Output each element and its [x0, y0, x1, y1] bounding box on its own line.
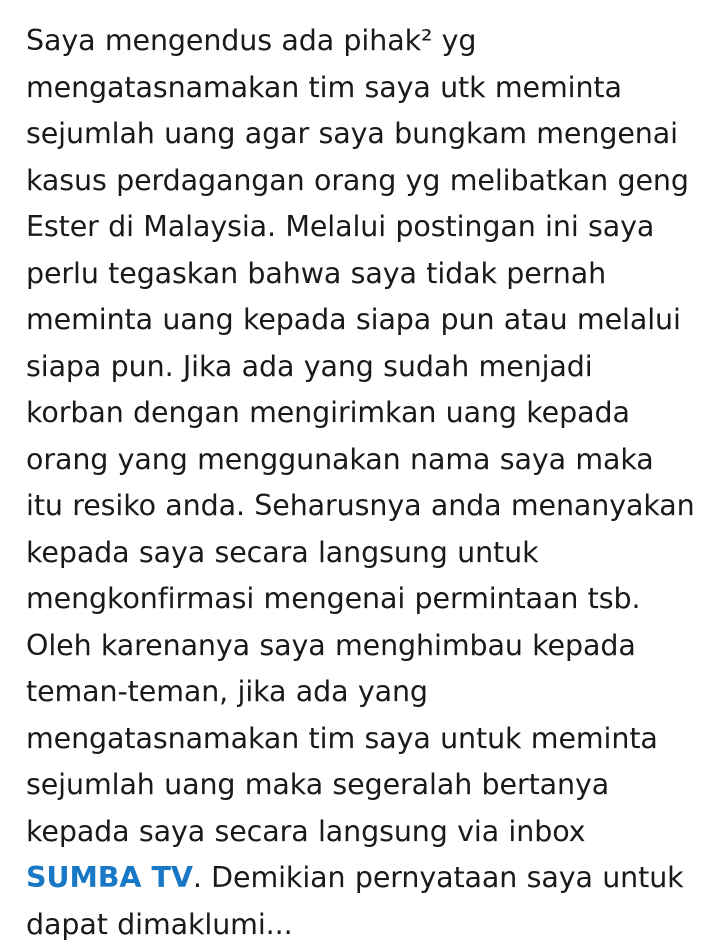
- post-text-after-mention: . Demikian pernyataan saya untuk dapat dimaklumi...: [26, 861, 693, 941]
- post-text-before-mention: Saya mengendus ada pihak² yg mengatasnamakan tim saya utk meminta sejumlah uang agar saya bungkam mengenai kasus perdagangan orang yg melibatkan geng Ester di Malaysia. Melalui postingan ini saya perlu tegaskan bahwa saya tidak pernah meminta uang kepada siapa pun atau melalui siapa pun. Jika ada yang sudah menjadi korban dengan mengirimkan uang kepada orang yang menggunakan nama saya maka itu resiko anda. Seharusnya anda menanyakan kepada saya secara langsung untuk mengkonfirmasi mengenai permintaan tsb. Oleh karenanya saya menghimbau kepada teman-teman, jika ada yang mengatasnamakan tim saya untuk meminta sejumlah uang maka segeralah bertanya kepada saya secara langsung via inbox: [26, 24, 704, 848]
- mention-link-sumba-tv[interactable]: SUMBA TV: [26, 861, 193, 894]
- post-body: [26, 18, 704, 948]
